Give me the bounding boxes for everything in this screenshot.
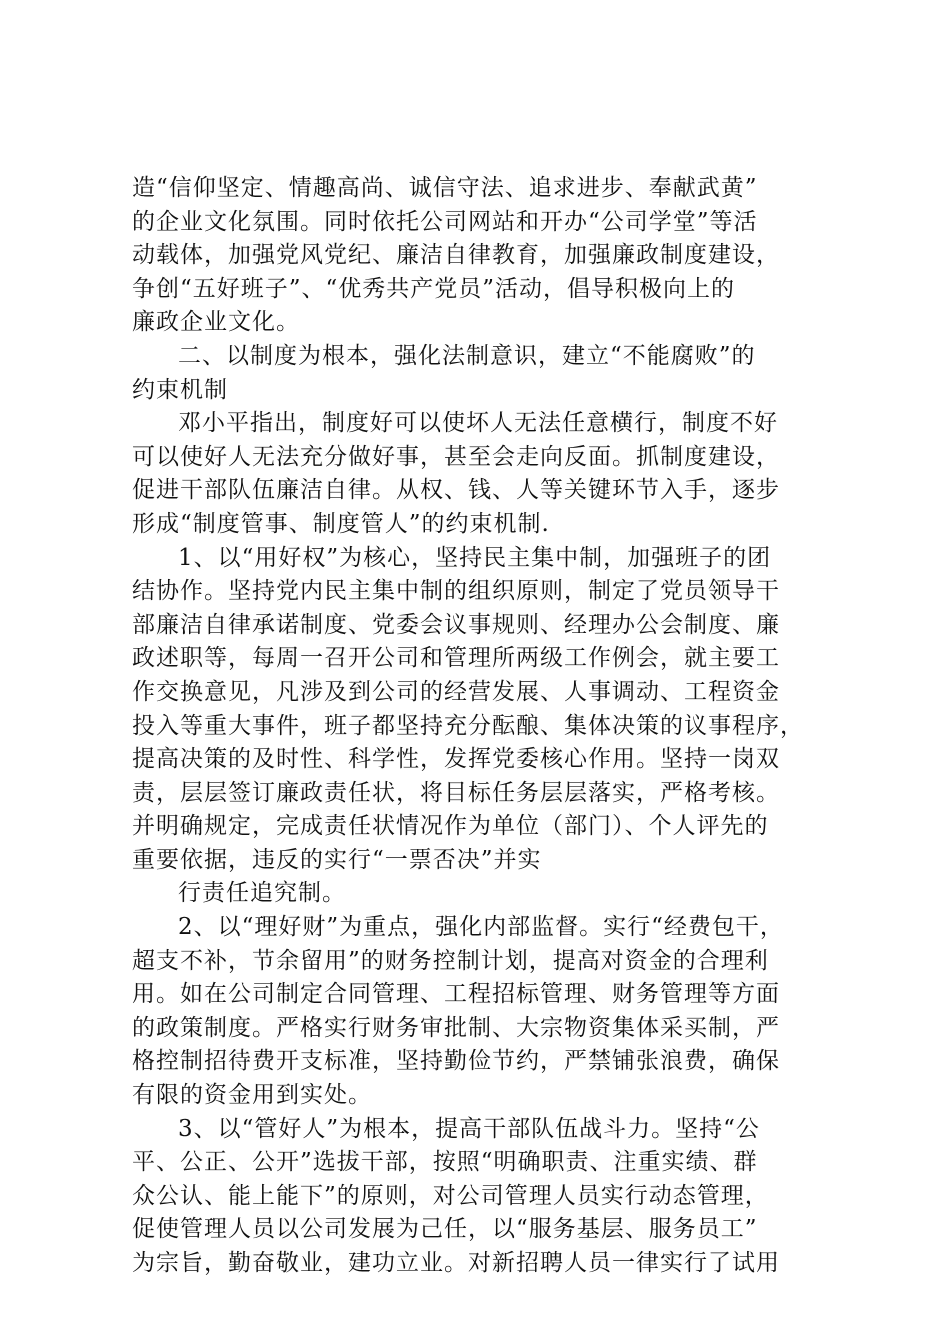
text-line: 格控制招待费开支标准，坚持勤俭节约，严禁铺张浪费，确保 bbox=[132, 1048, 780, 1075]
section-heading: 二、以制度为根本，强化法制意识，建立“不能腐败”的 bbox=[178, 342, 756, 369]
text-line: 的政策制度。严格实行财务审批制、大宗物资集体采买制，严 bbox=[132, 1014, 780, 1041]
text-line: 提高决策的及时性、科学性，发挥党委核心作用。坚持一岗双 bbox=[132, 746, 780, 773]
text-line: 责，层层签订廉政责任状，将目标任务层层落实，严格考核。 bbox=[132, 779, 780, 806]
section-heading-continued: 约束机制 bbox=[132, 376, 228, 403]
text-line: 政述职等，每周一召开公司和管理所两级工作例会，就主要工 bbox=[132, 645, 780, 672]
text-line: 行责任追究制。 bbox=[178, 880, 346, 907]
text-line: 作交换意见，凡涉及到公司的经营发展、人事调动、工程资金 bbox=[132, 678, 780, 705]
text-line: 部廉洁自律承诺制度、党委会议事规则、经理办公会制度、廉 bbox=[132, 611, 780, 638]
text-line: 邓小平指出，制度好可以使坏人无法任意横行，制度不好 bbox=[178, 410, 778, 437]
text-line: 形成“制度管事、制度管人”的约束机制. bbox=[132, 510, 550, 537]
text-line: 众公认、能上能下”的原则，对公司管理人员实行动态管理， bbox=[132, 1182, 769, 1209]
text-line: 并明确规定，完成责任状情况作为单位（部门）、个人评先的 bbox=[132, 813, 769, 840]
text-line: 的企业文化氛围。同时依托公司网站和开办“公司学堂”等活 bbox=[132, 208, 758, 235]
text-line: 争创“五好班子”、“优秀共产党员”活动，倡导积极向上的 bbox=[132, 275, 736, 302]
text-line: 平、公正、公开”选拔干部，按照“明确职责、注重实绩、群 bbox=[132, 1149, 758, 1176]
text-line: 超支不补，节余留用”的财务控制计划，提高对资金的合理利 bbox=[132, 947, 769, 974]
document-body bbox=[132, 172, 832, 1281]
text-line: 重要依据，违反的实行“一票否决”并实 bbox=[132, 846, 542, 873]
text-line: 促进干部队伍廉洁自律。从权、钱、人等关键环节入手，逐步 bbox=[132, 477, 780, 504]
text-line: 廉政企业文化。 bbox=[132, 309, 300, 336]
text-line: 结协作。坚持党内民主集中制的组织原则，制定了党员领导干 bbox=[132, 578, 780, 605]
text-line: 动载体，加强党风党纪、廉洁自律教育，加强廉政制度建设， bbox=[132, 242, 780, 269]
text-line: 造“信仰坚定、情趣高尚、诚信守法、追求进步、奉献武黄” bbox=[132, 175, 758, 201]
text-line: 用。如在公司制定合同管理、工程招标管理、财务管理等方面 bbox=[132, 981, 780, 1008]
text-line: 为宗旨，勤奋敬业，建功立业。对新招聘人员一律实行了试用 bbox=[132, 1250, 780, 1276]
text-line: 可以使好人无法充分做好事，甚至会走向反面。抓制度建设， bbox=[132, 443, 780, 470]
text-line: 3、以“管好人”为根本，提高干部队伍战斗力。坚持“公 bbox=[178, 1115, 760, 1142]
text-line: 促使管理人员以公司发展为己任，以“服务基层、服务员工” bbox=[132, 1216, 758, 1243]
text-line: 1、以“用好权”为核心，坚持民主集中制，加强班子的团 bbox=[178, 544, 772, 571]
text-line: 有限的资金用到实处。 bbox=[132, 1082, 372, 1109]
text-line: 投入等重大事件，班子都坚持充分酝酿、集体决策的议事程序， bbox=[132, 712, 804, 739]
text-line: 2、以“理好财”为重点，强化内部监督。实行“经费包干， bbox=[178, 914, 784, 941]
